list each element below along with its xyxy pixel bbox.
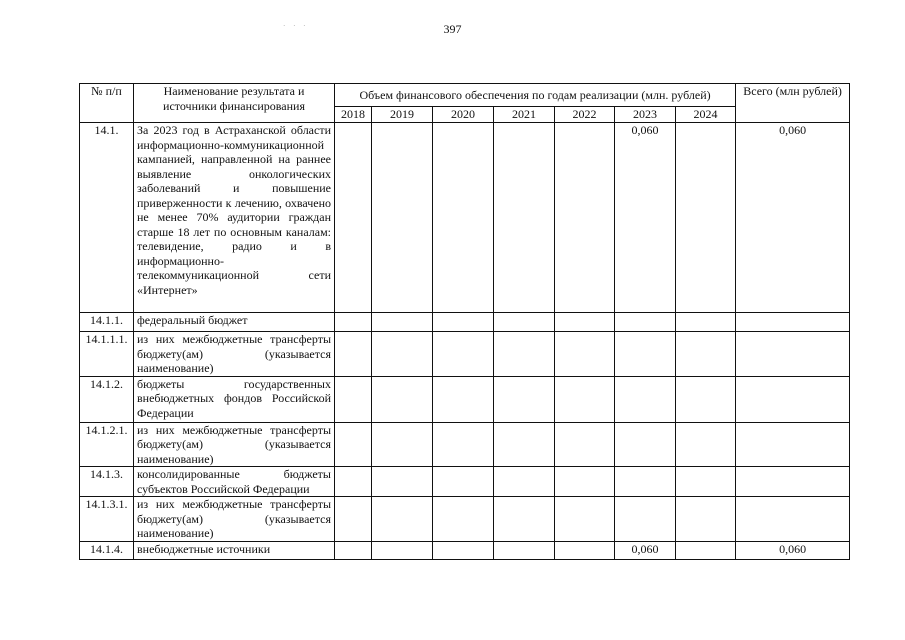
value-2024 — [676, 541, 736, 559]
value-2018 — [335, 332, 372, 377]
table-row — [80, 497, 850, 542]
value-2020 — [433, 376, 494, 422]
financing-table — [79, 83, 850, 560]
value-2023 — [615, 422, 676, 467]
value-2023 — [615, 332, 676, 377]
value-2021 — [494, 123, 555, 313]
value-total — [736, 313, 850, 332]
value-2023 — [615, 376, 676, 422]
table-row — [80, 123, 850, 313]
value-2022 — [555, 467, 615, 497]
row-description: За 2023 год в Астраханской области информационно-коммуникационной кампанией, направленной на раннее выявление онкологических заболеваний и повышение приверженности к лечению, охвачено не менее 70% аудитории граждан старше 18 лет по основным каналам: телевидение, радио и в информационно-телекоммуникационной сети «Интернет» — [134, 123, 335, 313]
row-number: 14.1. — [80, 123, 134, 313]
value-2018 — [335, 497, 372, 542]
value-2018 — [335, 376, 372, 422]
value-2022 — [555, 332, 615, 377]
value-2023 — [615, 497, 676, 542]
value-2021 — [494, 541, 555, 559]
row-description: из них межбюджетные трансферты бюджету(ам) (указывается наименование) — [134, 422, 335, 467]
value-2024 — [676, 497, 736, 542]
value-2019 — [372, 376, 433, 422]
value-2020 — [433, 332, 494, 377]
value-2021 — [494, 497, 555, 542]
header-financing-volume: Объем финансового обеспечения по годам реализации (млн. рублей) — [335, 84, 736, 107]
row-description: из них межбюджетные трансферты бюджету(ам) (указывается наименование) — [134, 497, 335, 542]
row-number: 14.1.3. — [80, 467, 134, 497]
value-2021 — [494, 332, 555, 377]
header-year-2024: 2024 — [676, 107, 736, 123]
value-total: 0,060 — [736, 541, 850, 559]
value-2024 — [676, 467, 736, 497]
value-2023: 0,060 — [615, 123, 676, 313]
table-row — [80, 376, 850, 422]
value-2018 — [335, 123, 372, 313]
value-2019 — [372, 467, 433, 497]
page-number: 397 — [443, 22, 462, 36]
row-number: 14.1.2. — [80, 376, 134, 422]
value-2021 — [494, 422, 555, 467]
value-2019 — [372, 332, 433, 377]
row-description: бюджеты государственных внебюджетных фондов Российской Федерации — [134, 376, 335, 422]
header-year-2021: 2021 — [494, 107, 555, 123]
value-2024 — [676, 313, 736, 332]
value-2023: 0,060 — [615, 541, 676, 559]
table-row — [80, 313, 850, 332]
value-2022 — [555, 123, 615, 313]
table-row — [80, 541, 850, 559]
value-total — [736, 332, 850, 377]
row-number: 14.1.1. — [80, 313, 134, 332]
header-year-2018: 2018 — [335, 107, 372, 123]
value-2024 — [676, 123, 736, 313]
row-number: 14.1.4. — [80, 541, 134, 559]
value-2020 — [433, 422, 494, 467]
header-number: № п/п — [80, 84, 134, 123]
value-2018 — [335, 541, 372, 559]
row-number: 14.1.3.1. — [80, 497, 134, 542]
value-2019 — [372, 541, 433, 559]
value-2022 — [555, 497, 615, 542]
table-row — [80, 467, 850, 497]
value-total — [736, 497, 850, 542]
scan-artifact: · · · — [283, 22, 309, 30]
row-description: внебюджетные источники — [134, 541, 335, 559]
value-2024 — [676, 332, 736, 377]
value-2022 — [555, 541, 615, 559]
value-2019 — [372, 497, 433, 542]
row-description: федеральный бюджет — [134, 313, 335, 332]
table-row — [80, 422, 850, 467]
row-number: 14.1.1.1. — [80, 332, 134, 377]
value-total — [736, 467, 850, 497]
header-year-2022: 2022 — [555, 107, 615, 123]
value-2022 — [555, 313, 615, 332]
value-2020 — [433, 123, 494, 313]
value-2020 — [433, 313, 494, 332]
value-2020 — [433, 467, 494, 497]
header-year-2020: 2020 — [433, 107, 494, 123]
header-year-2019: 2019 — [372, 107, 433, 123]
value-total: 0,060 — [736, 123, 850, 313]
header-total: Всего (млн рублей) — [736, 84, 850, 123]
value-2024 — [676, 422, 736, 467]
value-total — [736, 422, 850, 467]
value-2020 — [433, 541, 494, 559]
value-2019 — [372, 123, 433, 313]
value-2021 — [494, 467, 555, 497]
value-2023 — [615, 313, 676, 332]
value-2018 — [335, 467, 372, 497]
value-2018 — [335, 313, 372, 332]
value-2023 — [615, 467, 676, 497]
value-2020 — [433, 497, 494, 542]
row-number: 14.1.2.1. — [80, 422, 134, 467]
value-2024 — [676, 376, 736, 422]
value-2022 — [555, 376, 615, 422]
value-2021 — [494, 313, 555, 332]
table-body — [80, 123, 850, 560]
row-description: консолидированные бюджеты субъектов Российской Федерации — [134, 467, 335, 497]
table-row — [80, 332, 850, 377]
value-2019 — [372, 422, 433, 467]
value-2018 — [335, 422, 372, 467]
value-2019 — [372, 313, 433, 332]
value-2022 — [555, 422, 615, 467]
value-2021 — [494, 376, 555, 422]
header-result-name: Наименование результата и источники финансирования — [134, 84, 335, 123]
value-total — [736, 376, 850, 422]
row-description: из них межбюджетные трансферты бюджету(ам) (указывается наименование) — [134, 332, 335, 377]
header-year-2023: 2023 — [615, 107, 676, 123]
